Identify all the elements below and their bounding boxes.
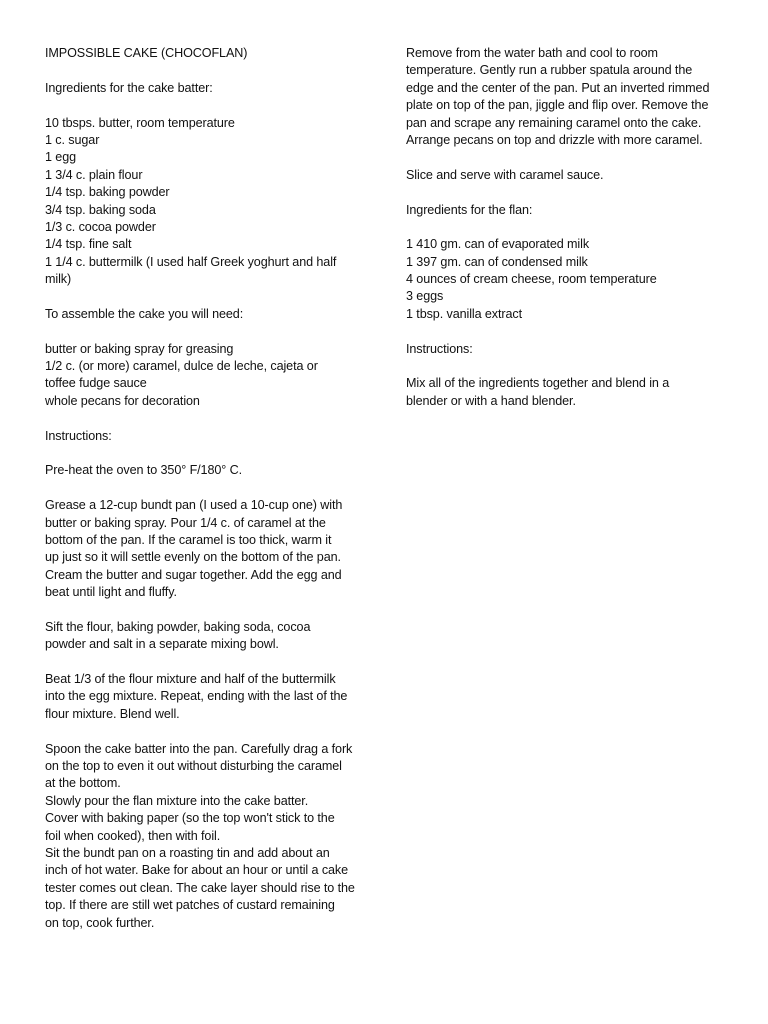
serve-step: Slice and serve with caramel sauce.: [406, 167, 604, 182]
ingredient-line: 3 eggs: [406, 289, 444, 304]
preheat-step: Pre-heat the oven to 350° F/180° C.: [45, 463, 242, 478]
grease-step-paragraph: [45, 497, 370, 601]
ingredient-line: 1 410 gm. can of evaporated milk: [406, 237, 590, 252]
paragraph-line: bottom of the pan. If the caramel is too thick, warm it: [45, 532, 332, 547]
paragraph-line: powder and salt in a separate mixing bowl.: [45, 637, 279, 652]
ingredient-line: milk): [45, 272, 72, 287]
sift-step-paragraph: [45, 619, 370, 654]
paragraph-line: pan and scrape any remaining caramel onto the cake.: [406, 115, 702, 130]
paragraph-line: beat until light and fluffy.: [45, 585, 177, 600]
flan-heading: Ingredients for the flan:: [406, 202, 533, 217]
ingredient-line: 1/3 c. cocoa powder: [45, 219, 156, 234]
assemble-item-line: butter or baking spray for greasing: [45, 341, 234, 356]
left-column: [45, 45, 370, 932]
paragraph-line: Mix all of the ingredients together and blend in a: [406, 376, 670, 391]
flan-ingredients-list: [406, 236, 736, 323]
ingredient-line: 1 1/4 c. buttermilk (I used half Greek yoghurt and half: [45, 254, 337, 269]
paragraph-line: at the bottom.: [45, 776, 121, 791]
paragraph-line: Cover with baking paper (so the top won't stick to the: [45, 811, 335, 826]
paragraph-line: Slowly pour the flan mixture into the cake batter.: [45, 793, 309, 808]
recipe-title: IMPOSSIBLE CAKE (CHOCOFLAN): [45, 46, 248, 60]
assemble-items-list: [45, 341, 370, 411]
paragraph-line: Remove from the water bath and cool to room: [406, 46, 658, 60]
ingredient-line: 10 tbsps. butter, room temperature: [45, 115, 235, 130]
ingredient-line: 1/4 tsp. baking powder: [45, 185, 170, 200]
paragraph-line: flour mixture. Blend well.: [45, 706, 180, 721]
paragraph-line: Spoon the cake batter into the pan. Carefully drag a fork: [45, 741, 353, 756]
ingredient-line: 1 c. sugar: [45, 132, 100, 147]
paragraph-line: up just so it will settle evenly on the bottom of the pan.: [45, 550, 341, 565]
spoon-step-paragraph: [45, 741, 370, 932]
assemble-heading: To assemble the cake you will need:: [45, 306, 244, 321]
paragraph-line: tester comes out clean. The cake layer should rise to the: [45, 880, 355, 895]
paragraph-line: blender or with a hand blender.: [406, 393, 576, 408]
ingredient-line: 1 tbsp. vanilla extract: [406, 306, 523, 321]
paragraph-line: edge and the center of the pan. Put an inverted rimmed: [406, 80, 710, 95]
mix-step-paragraph: [406, 375, 736, 410]
paragraph-line: Grease a 12-cup bundt pan (I used a 10-cup one) with: [45, 498, 343, 513]
flan-instructions-heading: Instructions:: [406, 341, 473, 356]
beat-step-paragraph: [45, 671, 370, 723]
instructions-heading: Instructions:: [45, 428, 112, 443]
remove-step-paragraph: [406, 45, 736, 149]
paragraph-line: foil when cooked), then with foil.: [45, 828, 221, 843]
paragraph-line: temperature. Gently run a rubber spatula around the: [406, 63, 693, 78]
paragraph-line: Arrange pecans on top and drizzle with more caramel.: [406, 132, 703, 147]
ingredient-line: 3/4 tsp. baking soda: [45, 202, 156, 217]
cake-batter-heading: Ingredients for the cake batter:: [45, 80, 213, 95]
paragraph-line: Beat 1/3 of the flour mixture and half of the buttermilk: [45, 672, 336, 687]
ingredient-line: 1/4 tsp. fine salt: [45, 237, 132, 252]
ingredient-line: 1 3/4 c. plain flour: [45, 167, 143, 182]
paragraph-line: into the egg mixture. Repeat, ending with the last of the: [45, 689, 348, 704]
ingredient-line: 4 ounces of cream cheese, room temperature: [406, 272, 657, 287]
paragraph-line: top. If there are still wet patches of custard remaining: [45, 898, 335, 913]
ingredient-line: 1 397 gm. can of condensed milk: [406, 254, 588, 269]
paragraph-line: plate on top of the pan, jiggle and flip over. Remove the: [406, 98, 709, 113]
paragraph-line: on the top to even it out without disturbing the caramel: [45, 759, 342, 774]
paragraph-line: on top, cook further.: [45, 915, 155, 930]
right-column: [406, 45, 736, 410]
assemble-item-line: whole pecans for decoration: [45, 393, 200, 408]
paragraph-line: Cream the butter and sugar together. Add the egg and: [45, 567, 342, 582]
paragraph-line: inch of hot water. Bake for about an hour or until a cake: [45, 863, 349, 878]
paragraph-line: butter or baking spray. Pour 1/4 c. of caramel at the: [45, 515, 326, 530]
paragraph-line: Sift the flour, baking powder, baking soda, cocoa: [45, 619, 311, 634]
ingredient-line: 1 egg: [45, 150, 77, 165]
paragraph-line: Sit the bundt pan on a roasting tin and add about an: [45, 845, 330, 860]
assemble-item-line: 1/2 c. (or more) caramel, dulce de leche, cajeta or: [45, 359, 318, 374]
cake-batter-ingredients-list: [45, 115, 370, 289]
assemble-item-line: toffee fudge sauce: [45, 376, 147, 391]
